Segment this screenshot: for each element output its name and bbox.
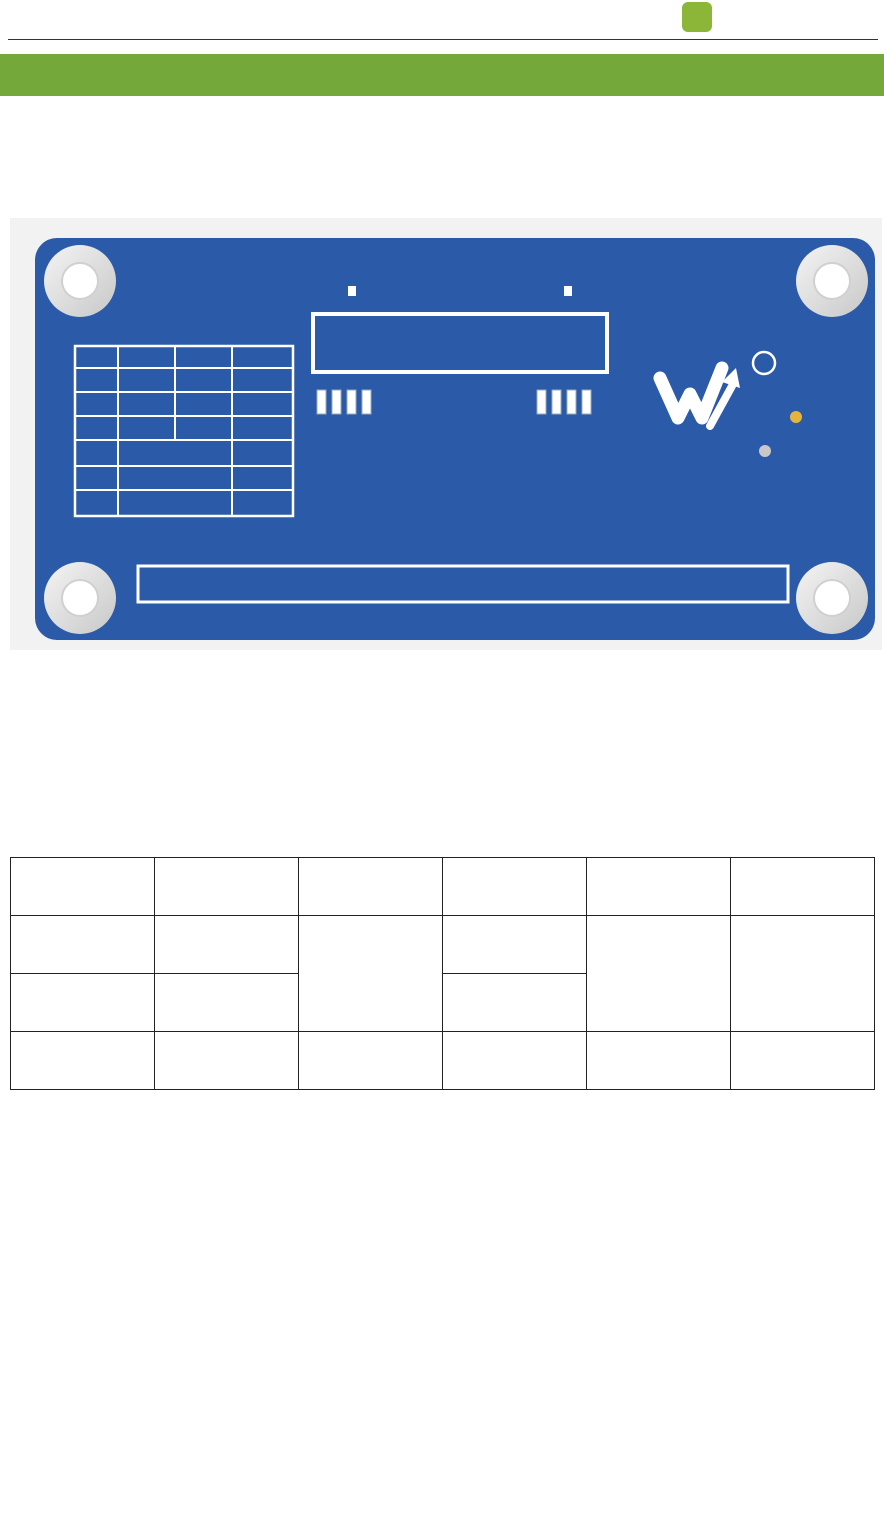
table-cell (11, 1032, 155, 1090)
table-row (11, 916, 875, 974)
table-header (731, 858, 875, 916)
table-cell (299, 1032, 443, 1090)
hardware-connection-table (10, 857, 875, 1090)
table-header (299, 858, 443, 916)
table-cell (155, 916, 299, 974)
table-cell (155, 1032, 299, 1090)
table-header-row (11, 858, 875, 916)
table-cell (443, 974, 587, 1032)
table-cell (443, 916, 587, 974)
table-cell (299, 916, 443, 1032)
waveshare-logo (682, 0, 872, 36)
oled-hat-board (10, 218, 882, 650)
table-cell (11, 974, 155, 1032)
table-header (587, 858, 731, 916)
table-cell (155, 974, 299, 1032)
table-cell (11, 916, 155, 974)
table-row (11, 1032, 875, 1090)
table-header (11, 858, 155, 916)
table-cell (587, 916, 731, 1032)
table-header (155, 858, 299, 916)
table-header (443, 858, 587, 916)
table-cell (731, 1032, 875, 1090)
board-image (10, 218, 882, 650)
table-cell (731, 916, 875, 1032)
table-cell (443, 1032, 587, 1090)
logo-mark-icon (682, 2, 712, 32)
table-cell (587, 1032, 731, 1090)
section-bar (0, 54, 884, 96)
page-header (8, 0, 878, 40)
